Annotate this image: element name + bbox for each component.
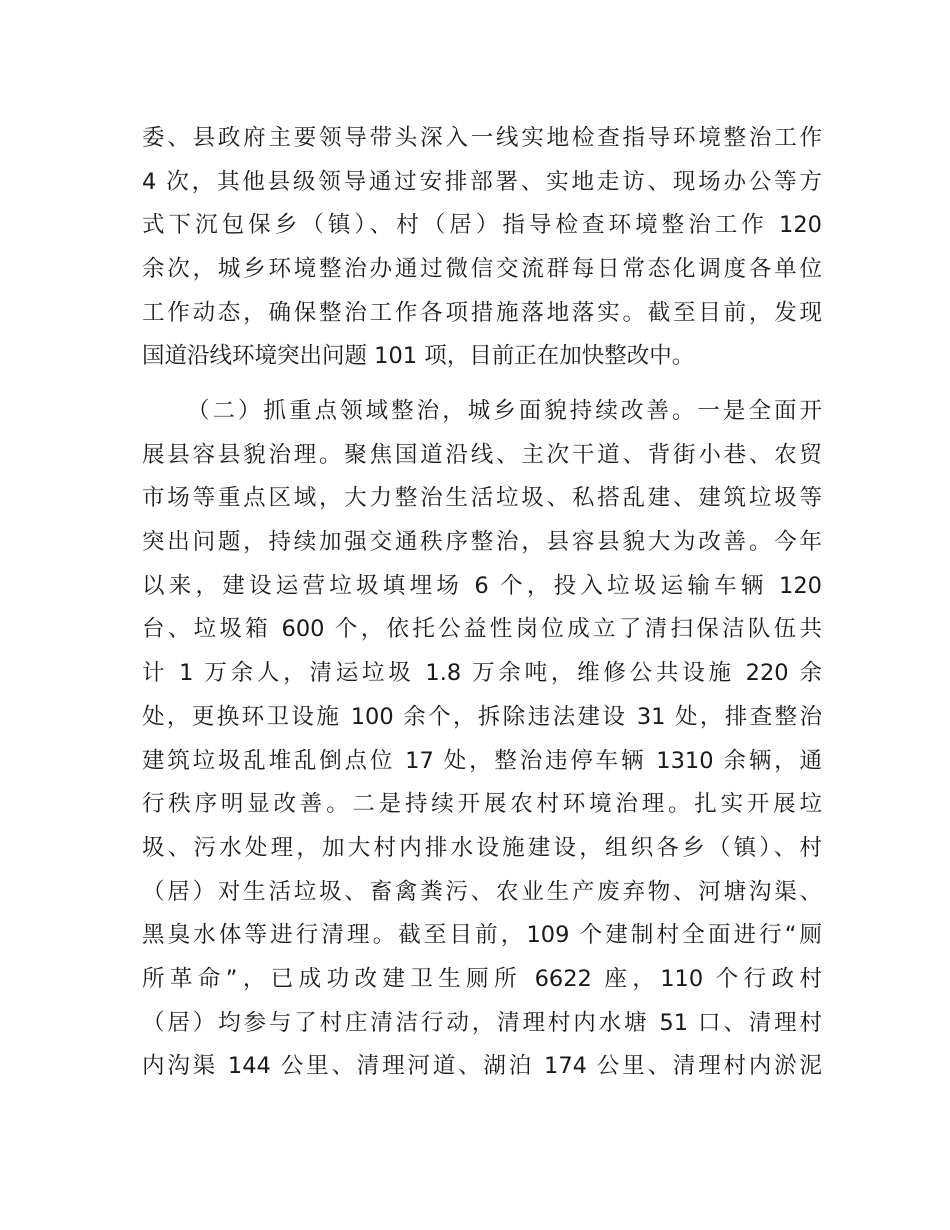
paragraph-1 — [142, 117, 822, 379]
text-line: 市场等重点区域，大力整治生活垃圾、私搭乱建、建筑垃圾等 — [142, 485, 822, 512]
text-line: 以来，建设运营垃圾填埋场 6 个，投入垃圾运输车辆 120 — [142, 572, 822, 599]
text-line: （居）均参与了村庄清洁行动，清理村内水塘 51 口、清理村 — [142, 1009, 822, 1036]
text-line: 行秩序明显改善。二是持续开展农村环境治理。扎实开展垃 — [142, 791, 822, 818]
text-line: 内沟渠 144 公里、清理河道、湖泊 174 公里、清理村内淤泥 — [142, 1053, 822, 1080]
text-line: （居）对生活垃圾、畜禽粪污、农业生产废弃物、河塘沟渠、 — [142, 878, 822, 905]
text-line: 展县容县貌治理。聚焦国道沿线、主次干道、背街小巷、农贸 — [142, 441, 822, 468]
text-line: 工作动态，确保整治工作各项措施落地落实。截至目前，发现 — [142, 299, 822, 326]
text-line: 突出问题，持续加强交通秩序整治，县容县貌大为改善。今年 — [142, 529, 822, 556]
text-line: 式下沉包保乡（镇）、村（居）指导检查环境整治工作 120 — [142, 212, 822, 239]
paragraph-2 — [142, 390, 822, 1089]
text-line: 委、县政府主要领导带头深入一线实地检查指导环境整治工作 — [142, 125, 822, 151]
text-line: 计 1 万余人，清运垃圾 1.8 万余吨，维修公共设施 220 余 — [142, 660, 822, 687]
text-line: 建筑垃圾乱堆乱倒点位 17 处，整治违停车辆 1310 余辆，通 — [142, 747, 822, 774]
text-line: （二）抓重点领域整治，城乡面貌持续改善。一是全面开 — [187, 398, 822, 424]
text-line: 圾、污水处理，加大村内排水设施建设，组织各乡（镇）、村 — [142, 834, 822, 861]
text-line: 处，更换环卫设施 100 余个，拆除违法建设 31 处，排查整治 — [142, 703, 822, 730]
text-line: 4 次，其他县级领导通过安排部署、实地走访、现场办公等方 — [142, 168, 822, 195]
text-line: 国道沿线环境突出问题 101 项，目前正在加快整改中。 — [142, 343, 695, 370]
text-line: 所革命”，已成功改建卫生厕所 6622 座，110 个行政村 — [142, 965, 822, 992]
text-line: 黑臭水体等进行清理。截至目前，109 个建制村全面进行“厕 — [142, 922, 822, 949]
text-line: 台、垃圾箱 600 个，依托公益性岗位成立了清扫保洁队伍共 — [142, 616, 822, 643]
text-line: 余次，城乡环境整治办通过微信交流群每日常态化调度各单位 — [142, 256, 822, 283]
